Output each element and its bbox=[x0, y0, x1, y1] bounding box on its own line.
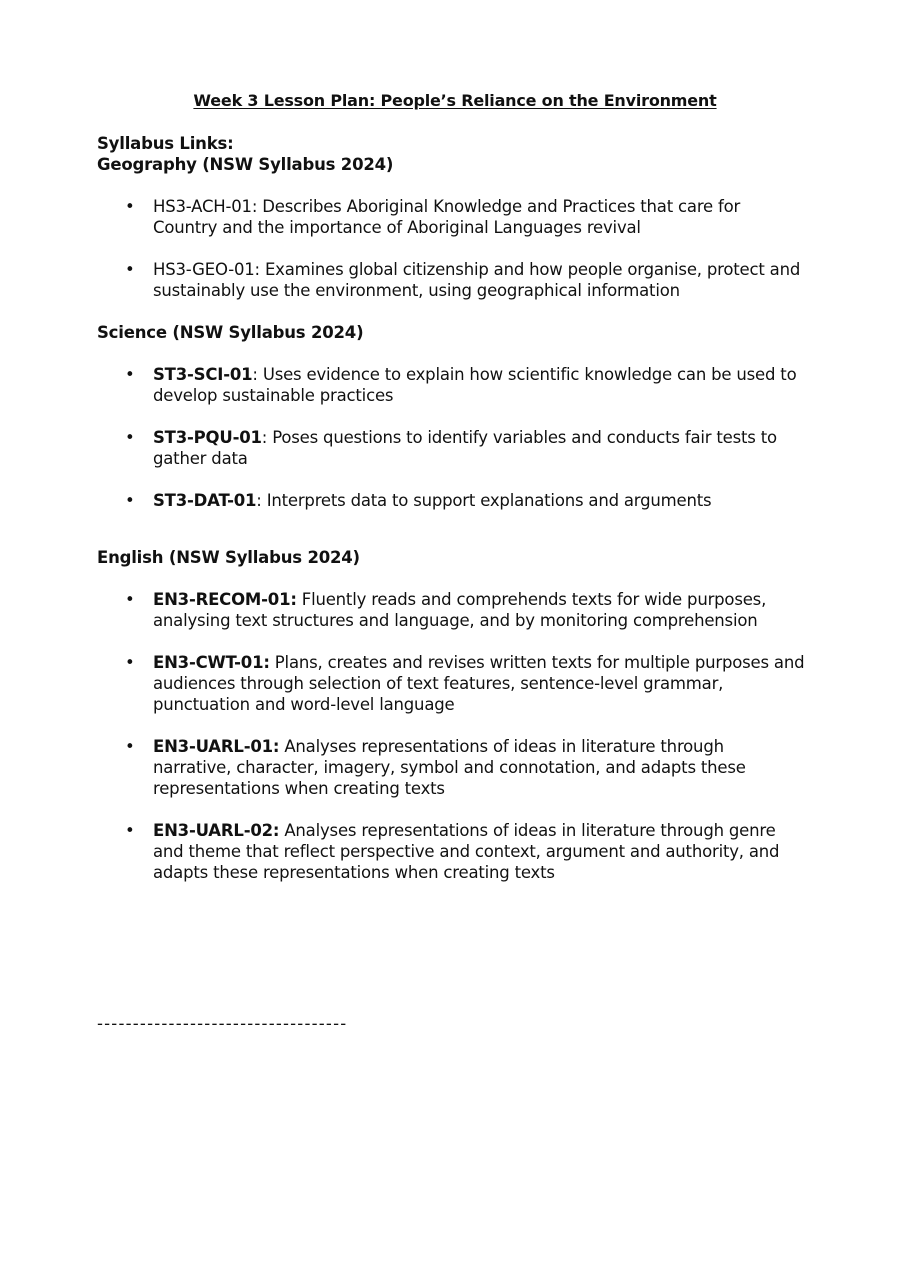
list-item bbox=[97, 196, 817, 238]
science-outcome-list bbox=[97, 364, 817, 511]
outcome-text: Interprets data to support explanations and arguments bbox=[261, 491, 712, 510]
outcome-code: ST3-PQU-01 bbox=[153, 428, 262, 447]
outcome-code: EN3-UARL-02: bbox=[153, 821, 280, 840]
outcome-text: Describes Aboriginal Knowledge and Practices that care for Country and the importance of Aboriginal Languages revival bbox=[153, 197, 741, 237]
dashed-separator: ----------------------------------- bbox=[97, 1014, 348, 1033]
page-title: Week 3 Lesson Plan: People’s Reliance on the Environment bbox=[193, 91, 717, 110]
document-body bbox=[97, 133, 817, 883]
science-heading: Science (NSW Syllabus 2024) bbox=[97, 323, 364, 342]
outcome-text: Uses evidence to explain how scientific knowledge can be used to develop sustainable practices bbox=[153, 365, 797, 405]
bullet-icon: • bbox=[125, 197, 135, 216]
geography-heading: Geography (NSW Syllabus 2024) bbox=[97, 155, 394, 174]
geography-outcome-list bbox=[97, 196, 817, 301]
outcome-text: Plans, creates and revises written texts for multiple purposes and audiences through selection of text features, sentence-level grammar, punctuation and word-level language bbox=[153, 653, 805, 714]
bullet-icon: • bbox=[125, 491, 135, 510]
outcome-text: Analyses representations of ideas in literature through narrative, character, imagery, symbol and connotation, and adapts these representations when creating texts bbox=[153, 737, 746, 798]
outcome-code: HS3-ACH-01: bbox=[153, 197, 258, 216]
list-item bbox=[97, 259, 817, 301]
list-item bbox=[97, 427, 817, 469]
outcome-text: Analyses representations of ideas in literature through genre and theme that reflect perspective and context, argument and authority, and adapts these representations when creating texts bbox=[153, 821, 780, 882]
bullet-icon: • bbox=[125, 260, 135, 279]
bullet-icon: • bbox=[125, 653, 135, 672]
outcome-text: Examines global citizenship and how people organise, protect and sustainably use the environment, using geographical information bbox=[153, 260, 801, 300]
bullet-icon: • bbox=[125, 428, 135, 447]
english-heading: English (NSW Syllabus 2024) bbox=[97, 548, 360, 567]
bullet-icon: • bbox=[125, 821, 135, 840]
outcome-text: Poses questions to identify variables and conducts fair tests to gather data bbox=[153, 428, 777, 468]
list-item bbox=[97, 589, 817, 631]
bullet-icon: • bbox=[125, 590, 135, 609]
outcome-code: ST3-DAT-01 bbox=[153, 491, 257, 510]
english-outcome-list bbox=[97, 589, 817, 883]
syllabus-links-label: Syllabus Links: bbox=[97, 134, 234, 153]
outcome-code-separator: : bbox=[252, 365, 258, 384]
outcome-code: HS3-GEO-01: bbox=[153, 260, 260, 279]
outcome-code-separator: : bbox=[256, 491, 262, 510]
list-item bbox=[97, 820, 817, 883]
outcome-text: Fluently reads and comprehends texts for wide purposes, analysing text structures and language, and by monitoring comprehension bbox=[153, 590, 767, 630]
bullet-icon: • bbox=[125, 737, 135, 756]
list-item bbox=[97, 364, 817, 406]
outcome-code: EN3-UARL-01: bbox=[153, 737, 280, 756]
list-item bbox=[97, 736, 817, 799]
list-item bbox=[97, 490, 817, 511]
list-item bbox=[97, 652, 817, 715]
outcome-code: ST3-SCI-01 bbox=[153, 365, 253, 384]
outcome-code: EN3-RECOM-01: bbox=[153, 590, 297, 609]
outcome-code-separator: : bbox=[261, 428, 268, 447]
bullet-icon: • bbox=[125, 365, 135, 384]
outcome-code: EN3-CWT-01: bbox=[153, 653, 270, 672]
